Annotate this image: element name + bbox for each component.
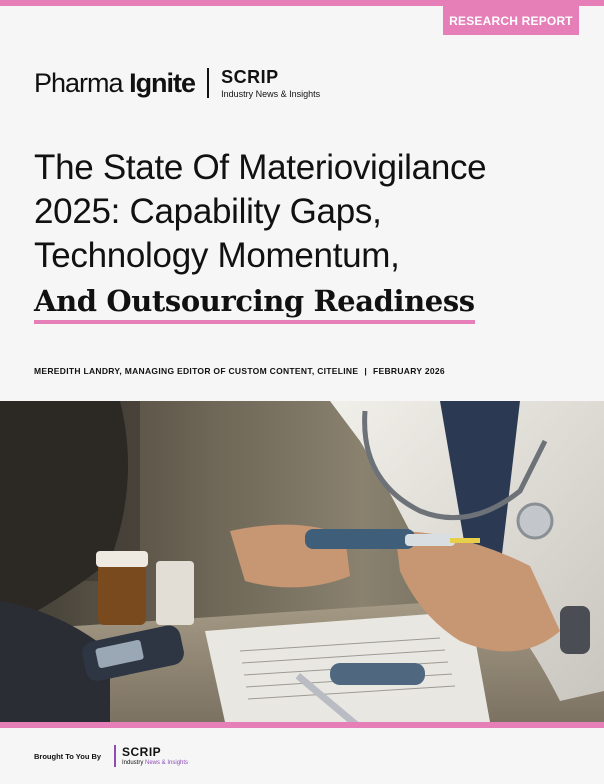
footer-tagline-part1: Industry [122,760,144,766]
bottom-accent-bar [0,722,604,728]
title-line-4-accent: And Outsourcing Readiness [34,282,475,324]
title-line-1: The State Of Materiovigilance [34,148,487,187]
pharma-logo-part1: Pharma [34,67,123,98]
scrip-logo [221,68,320,99]
report-type-badge: RESEARCH REPORT [443,6,579,35]
footer-scrip-logo [122,746,188,766]
title-line-2: 2025: Capability Gaps, [34,192,382,231]
footer-divider [114,745,116,767]
brought-to-you-by: Brought To You By [34,752,102,761]
byline-date: FEBRUARY 2026 [373,366,445,376]
logo-row [34,68,320,99]
pharma-logo-part2: Ignite [129,67,196,98]
report-title [34,146,574,324]
footer-tagline-part2: News & Insights [145,760,189,766]
scrip-tagline: Industry News & Insights [221,88,321,99]
pharma-ignite-logo [34,67,196,98]
doctor-consultation-photo [0,401,604,722]
title-line-3: Technology Momentum, [34,236,400,275]
byline-author: MEREDITH LANDRY, MANAGING EDITOR OF CUSTOM CONTENT, CITELINE [34,366,359,376]
logo-divider [207,68,209,98]
scrip-wordmark: SCRIP [221,67,279,87]
byline-separator: | [364,366,368,376]
footer-scrip-wordmark: SCRIP [122,745,162,759]
byline [34,366,445,376]
footer-scrip-tagline [122,760,188,766]
cover-photo [0,401,604,722]
